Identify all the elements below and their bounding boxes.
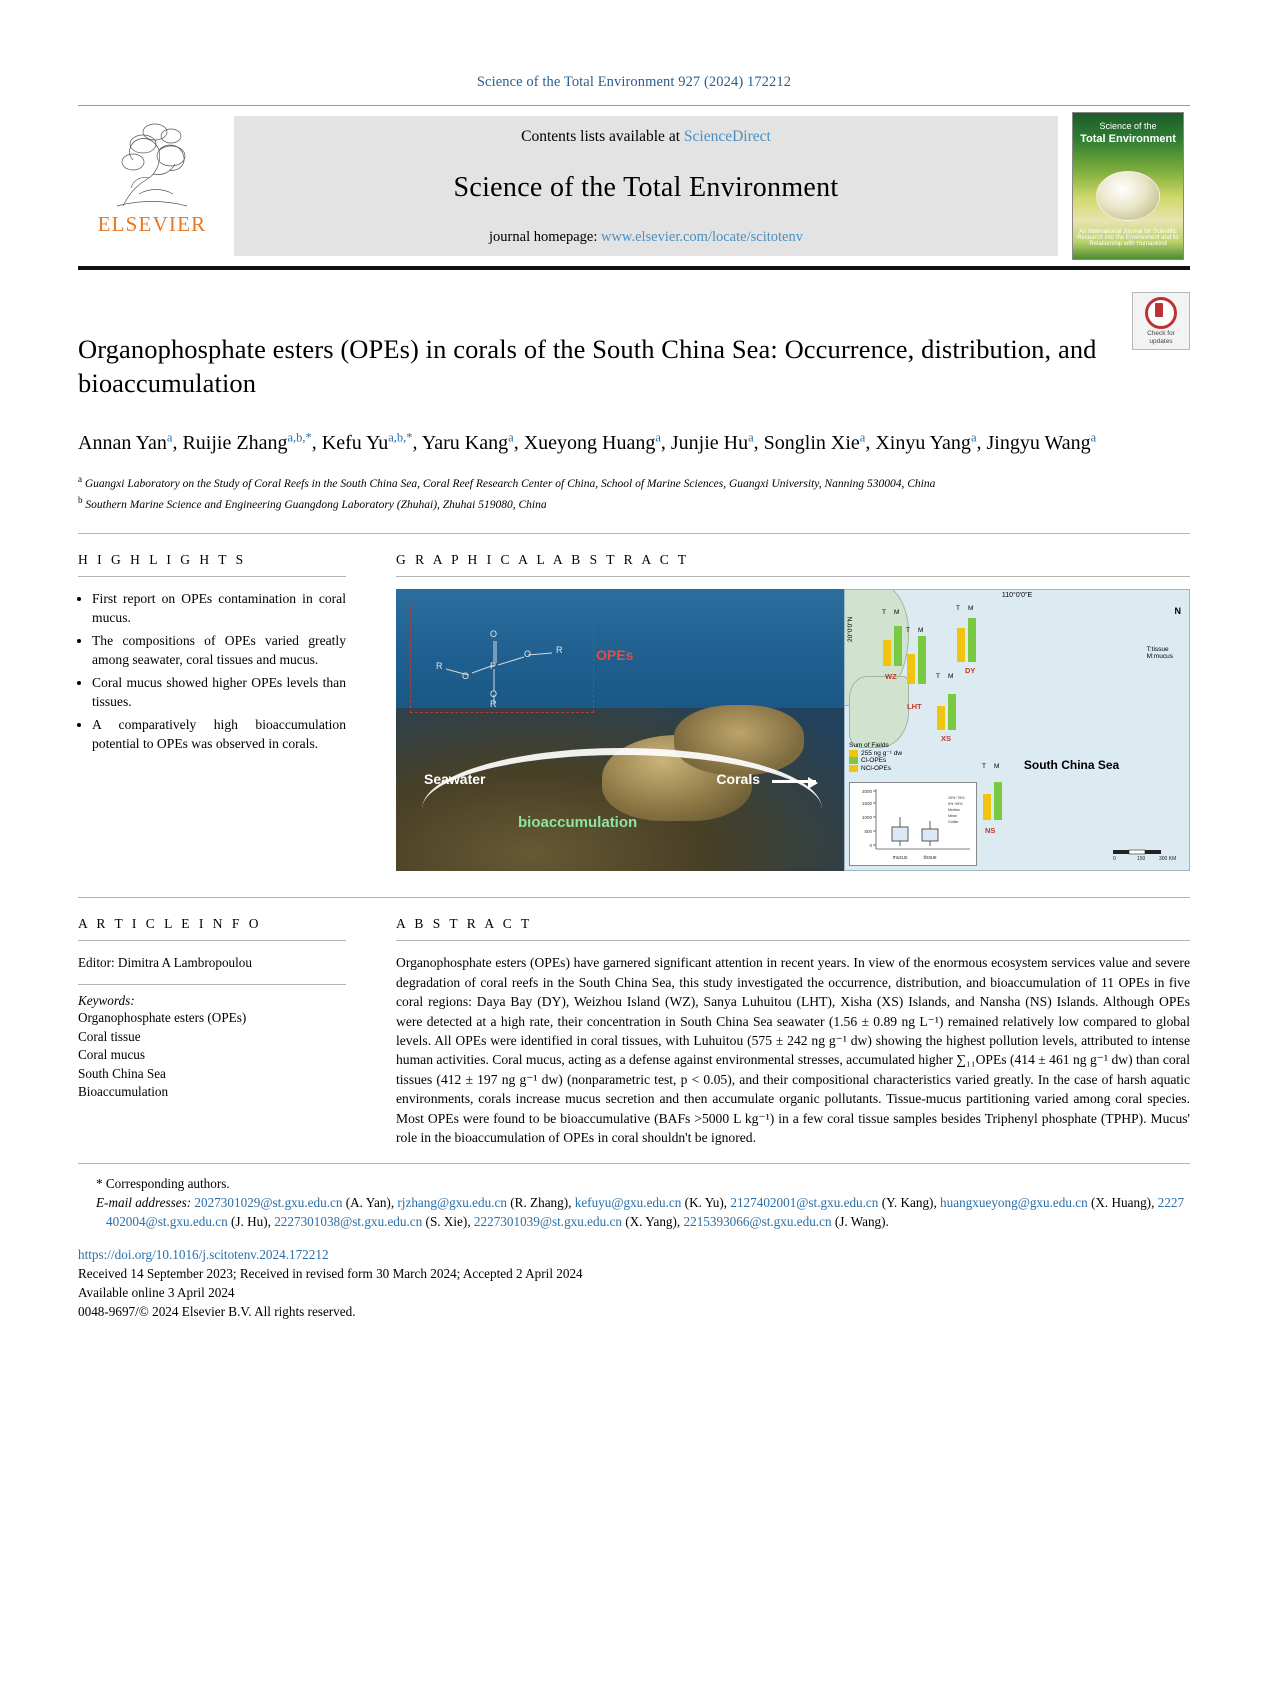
svg-text:O: O (462, 671, 470, 682)
svg-text:2000: 2000 (861, 789, 872, 795)
copyright-line: 0048-9697/© 2024 Elsevier B.V. All rights reserved. (78, 1304, 356, 1320)
site-label-ns: NS (985, 826, 996, 836)
legend-value: 255 ng g⁻¹ dw (849, 749, 902, 757)
elsevier-tree-icon (109, 114, 195, 210)
highlights-list (78, 589, 346, 753)
divider (396, 576, 1190, 577)
south-china-sea-label: South China Sea (1023, 758, 1120, 773)
author-name: Xinyu Yang (875, 431, 971, 454)
page-content (78, 0, 1190, 1321)
doi-link[interactable]: https://doi.org/10.1016/j.scitotenv.2024.172212 (78, 1247, 329, 1263)
legend-item-cl: Cl-OPEs (849, 757, 902, 764)
author-name: Xueyong Huang (523, 431, 656, 454)
site-bars-dy: T M (957, 614, 979, 662)
map-longitude-label: 110°0'0"E (1001, 592, 1033, 600)
highlights-column (78, 552, 346, 871)
journal-title: Science of the Total Environment (453, 171, 839, 203)
contents-line (521, 128, 771, 146)
divider (78, 940, 346, 941)
author (78, 432, 172, 454)
divider (78, 984, 346, 985)
email-owner: (Y. Kang) (881, 1195, 934, 1211)
email-owner: (X. Huang) (1091, 1195, 1152, 1211)
svg-text:mucus: mucus (892, 855, 908, 862)
author-name: Kefu Yu (321, 431, 389, 454)
article-info-heading: A R T I C L E I N F O (78, 916, 262, 932)
graphical-abstract-photo (396, 589, 844, 871)
affiliation (78, 493, 1190, 513)
email-label: E-mail addresses: (96, 1195, 192, 1211)
abstract-text: Organophosphate esters (OPEs) have garnered significant attention in recent years. In view of the enormous ecosystem services value and severe degradation of coral reefs in the South China Sea, this study investigated the occurrence, distribution, and bioaccumulation of 11 OPEs in five coral regions: Daya Bay (DY), Weizhou Island (WZ), Sanya Luhuitou (LHT), Xisha (XS) Islands, and Nansha (NS) Islands. Although OPEs were detected at a high rate, their concentration in South China Sea seawater (1.56 ± 0.89 ng L⁻¹) remained relatively low compared to global levels. All OPEs were identified in coral tissues, with Luhuitou (575 ± 242 ng g⁻¹ dw) showing the highest pollution levels, attributed to intense human activities. Coral mucus, acting as a defense against environmental stresses, accumulated higher ∑₁₁OPEs (414 ± 461 ng g⁻¹ dw) than coral tissues (412 ± 197 ng g⁻¹ dw) (nonparametric test, p < 0.05), and their compositional characteristics varied greatly. In the case of harsh aquatic environments, corals increase mucus secretion and then accumulate organic pollutants. Tissue-mucus partitioning varied among coral species. Most OPEs were found to be bioaccumulative (BAFs >5000 L kg⁻¹) in a few coral tissue samples besides Triphenyl phosphate (TPHP). Mucus' role in the bioaccumulation of OPEs in coral shouldn't be ignored. (396, 955, 1190, 1145)
email-link[interactable]: 2215393066@st.gxu.edu.cn (683, 1214, 832, 1230)
available-online-line: Available online 3 April 2024 (78, 1285, 235, 1301)
svg-text:P: P (490, 661, 497, 672)
elsevier-wordmark: ELSEVIER (97, 212, 207, 236)
email-owner: (J. Wang) (834, 1214, 886, 1230)
map-scale-bar (1111, 846, 1183, 862)
affiliation-text: Guangxi Laboratory on the Study of Coral Reefs in the South China Sea, Coral Reef Research Center of China, School of Marine Sciences, Guangxi University, Nanning 530004, China (84, 477, 936, 490)
crossmark-badge[interactable] (1132, 292, 1190, 350)
list-item: • Coral mucus showed higher OPEs levels than tissues. (92, 673, 346, 711)
email-owner: (R. Zhang) (510, 1195, 569, 1211)
bioaccumulation-label: bioaccumulation (518, 814, 638, 832)
article-info-column (78, 916, 346, 1147)
svg-text:0: 0 (1113, 856, 1116, 861)
email-owner: (S. Xie) (425, 1214, 468, 1230)
site-label-lht: LHT (907, 702, 922, 712)
highlights-heading: H I G H L I G H T S (78, 552, 247, 568)
homepage-prefix: journal homepage: (489, 229, 601, 245)
author-affil-marker: a,b,* (388, 430, 413, 444)
svg-text:R: R (490, 699, 497, 708)
author-affil-marker: a (1090, 430, 1097, 444)
author (182, 432, 311, 454)
svg-text:Median: Median (948, 808, 960, 813)
author (422, 432, 514, 454)
site-bars-ns: T M (983, 772, 1005, 820)
keyword: Coral mucus (78, 1047, 146, 1063)
svg-text:Mean: Mean (948, 814, 957, 819)
divider (396, 940, 1190, 941)
journal-cover (1066, 106, 1190, 266)
svg-text:1000: 1000 (861, 815, 872, 821)
legend-title: Sum of Fields (849, 742, 889, 750)
corals-label: Corals (716, 771, 760, 788)
running-head: Science of the Total Environment 927 (2024) 172212 (476, 74, 792, 90)
svg-text:R: R (556, 645, 563, 656)
author-affil-marker: a (859, 430, 866, 444)
divider (78, 533, 1190, 534)
email-owner: (J. Hu) (230, 1214, 268, 1230)
contents-prefix: Contents lists available at (521, 128, 684, 145)
homepage-link[interactable]: www.elsevier.com/locate/scitotenv (600, 229, 803, 245)
graphical-abstract-figure (396, 589, 1190, 871)
author-affil-marker: a (748, 430, 754, 444)
author-name: Songlin Xie (763, 431, 860, 454)
map-series-key (1147, 646, 1173, 660)
svg-text:150: 150 (1137, 856, 1146, 861)
affiliation-marker: b (78, 495, 83, 506)
author-name: Yaru Kang (421, 431, 509, 454)
email-link[interactable]: 2227301039@st.gxu.edu.cn (473, 1214, 622, 1230)
flow-arrow-icon (772, 780, 816, 783)
svg-text:500: 500 (864, 829, 872, 835)
author (671, 432, 754, 454)
divider (78, 897, 1190, 898)
abstract-heading: A B S T R A C T (396, 916, 533, 932)
footnotes (78, 1163, 1190, 1321)
author-affil-marker: a (166, 430, 173, 444)
info-and-abstract (78, 916, 1190, 1147)
crossmark-icon (1145, 297, 1177, 329)
affiliation-marker: a (78, 473, 82, 484)
molecule-structure (432, 623, 582, 709)
author-name: Jingyu Wang (986, 431, 1091, 454)
email-owner: (X. Yang) (625, 1214, 677, 1230)
affiliation (78, 472, 1190, 492)
homepage-line (489, 229, 803, 246)
svg-text:O: O (490, 689, 498, 700)
journal-cover-image (1072, 112, 1184, 260)
svg-text:R: R (436, 661, 443, 672)
cover-globe-graphic (1096, 171, 1160, 221)
svg-text:1500: 1500 (861, 801, 872, 807)
divider (78, 576, 346, 577)
author (322, 432, 413, 454)
author (524, 432, 661, 454)
svg-text:Outlier: Outlier (948, 820, 959, 825)
svg-text:25%~75%: 25%~75% (948, 796, 965, 801)
series-key-mucus: M:mucus (1146, 653, 1173, 661)
cover-line-2: Total Environment (1080, 133, 1176, 145)
author (764, 432, 866, 454)
series-key-tissue: T:tissue (1146, 646, 1169, 654)
journal-masthead (78, 105, 1190, 270)
list-item: • The compositions of OPEs varied greatly among seawater, coral tissues and mucus. (92, 631, 346, 669)
hainan-shape (849, 676, 909, 748)
page-title: Organophosphate esters (OPEs) in corals of the South China Sea: Occurrence, distribution, and bioaccumulation (78, 334, 1097, 398)
email-addresses: E-mail addresses: 2027301029@st.gxu.edu.cn (A. Yan), rjzhang@gxu.edu.cn (R. Zhang), kefuyu@gxu.edu.cn (K. Yu), 2127402001@st.gxu.edu.cn (Y. Kang), huangxueyong@gxu.edu.cn (X. Huang), 2227402004@st.gxu.edu.cn (J. Hu), 2227301038@st.gxu.edu.cn (S. Xie), 2227301039@st.gxu.edu.cn (X. Yang), 2215393066@st.gxu.edu.cn (J. Wang). (96, 1195, 1185, 1230)
opes-label: OPEs (596, 647, 634, 664)
abstract-column (396, 916, 1190, 1147)
received-line: Received 14 September 2023; Received in revised form 30 March 2024; Accepted 2 April 2024 (78, 1266, 583, 1282)
keywords-label: Keywords: (78, 993, 135, 1009)
crossmark-line-1: Check for (1147, 330, 1175, 337)
crossmark-line-2: updates (1149, 338, 1173, 345)
author (875, 432, 976, 454)
email-link[interactable]: kefuyu@gxu.edu.cn (574, 1195, 682, 1211)
author-name: Ruijie Zhang (182, 431, 288, 454)
site-bars-wz: T M (883, 618, 905, 666)
site-label-wz: WZ (885, 672, 897, 682)
svg-text:tissue: tissue (923, 855, 937, 862)
elsevier-logo (78, 106, 226, 266)
map-legend (849, 742, 902, 771)
map-latitude-label: 20°0'0"N (847, 617, 854, 643)
author-affil-marker: a,b,* (287, 430, 312, 444)
svg-text:O: O (490, 629, 498, 640)
author-affil-marker: a (970, 430, 977, 444)
highlights-and-graphical-abstract (78, 552, 1190, 871)
svg-text:0: 0 (869, 843, 872, 849)
email-link[interactable]: 2027301029@st.gxu.edu.cn (194, 1195, 343, 1211)
list-item: • First report on OPEs contamination in coral mucus. (92, 589, 346, 627)
author-name: Junjie Hu (670, 431, 749, 454)
keyword: South China Sea (78, 1065, 166, 1081)
email-link[interactable]: 2227402004@st.gxu.edu.cn (106, 1195, 1185, 1230)
graphical-abstract-map (844, 589, 1190, 871)
author-affil-marker: a (508, 430, 514, 444)
boxplot-inset (849, 782, 977, 866)
seawater-label: Seawater (424, 771, 486, 788)
email-link[interactable]: huangxueyong@gxu.edu.cn (940, 1195, 1088, 1211)
graphical-abstract-column (396, 552, 1190, 871)
site-bars-lht: T M (907, 636, 929, 684)
email-owner: (K. Yu) (684, 1195, 724, 1211)
cover-caption: An International Journal for Scientific Research into the Environment and its Relationship with Humankind (1077, 229, 1179, 247)
site-label-dy: DY (965, 666, 976, 676)
graphical-abstract-heading: G R A P H I C A L A B S T R A C T (396, 552, 690, 568)
legend-item-ncl: NCl-OPEs (849, 765, 902, 772)
sciencedirect-link[interactable]: ScienceDirect (683, 128, 771, 145)
cover-line-1: Science of the (1099, 121, 1157, 131)
editor-line: Editor: Dimitra A Lambropoulou (78, 955, 252, 971)
list-item: • A comparatively high bioaccumulation potential to OPEs was observed in corals. (92, 715, 346, 753)
email-link[interactable]: 2227301038@st.gxu.edu.cn (274, 1214, 423, 1230)
keyword: Organophosphate esters (OPEs) (78, 1010, 247, 1026)
author-affil-marker: a (655, 430, 661, 444)
svg-text:5%~95%: 5%~95% (948, 802, 963, 807)
keyword: Coral tissue (78, 1028, 141, 1044)
email-link[interactable]: 2127402001@st.gxu.edu.cn (730, 1195, 879, 1211)
affiliation-text: Southern Marine Science and Engineering Guangdong Laboratory (Zhuhai), Zhuhai 519080, China (85, 499, 547, 512)
corresponding-author-note: * Corresponding authors. (96, 1176, 230, 1192)
author-name: Annan Yan (78, 431, 167, 454)
keyword: Bioaccumulation (78, 1084, 169, 1100)
north-arrow-icon: N (1174, 606, 1181, 617)
site-label-xs: XS (941, 734, 952, 744)
author-list: Annan Yan$^a$, Ruijie Zhang$^{a,b,*}$, Kefu $Yu^{a,b,*}$, Yaru Kang$^a$, Xueyong Huang$^a$, Junjie Hu$^a$, Songlin Xie$^a$, Xinyu Yang$^a$, Jingyu Wang$^a$ (78, 430, 1097, 454)
email-owner: (A. Yan) (345, 1195, 391, 1211)
journal-banner (234, 116, 1058, 256)
site-bars-xs: T M (937, 682, 959, 730)
email-link[interactable]: rjzhang@gxu.edu.cn (397, 1195, 507, 1211)
svg-text:O: O (524, 649, 532, 660)
publication-meta (78, 1245, 1190, 1321)
author (987, 432, 1097, 454)
svg-text:300 KM: 300 KM (1159, 856, 1177, 861)
